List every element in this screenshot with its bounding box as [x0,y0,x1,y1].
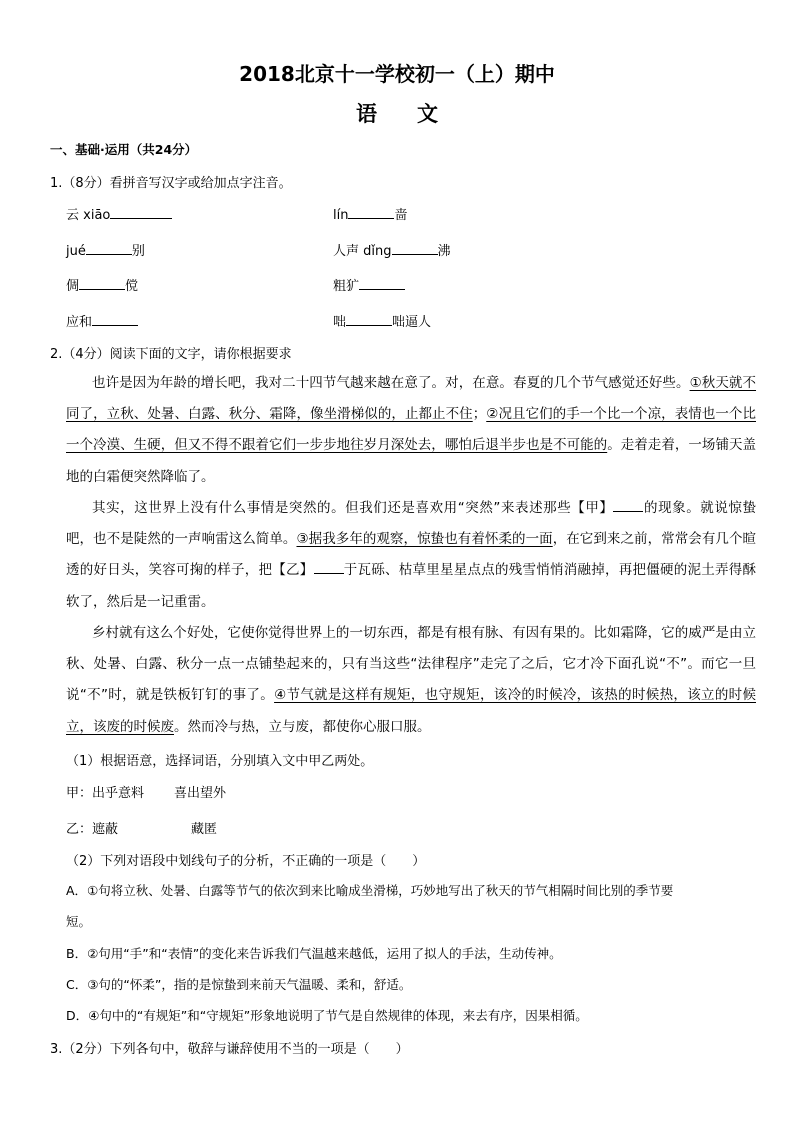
sub-question-2-stem: （2）下列对语段中划线句子的分析，不正确的一项是（ ） [66,854,426,869]
q1-item-2: lín 啬 [333,208,408,223]
question-3-stem: 3.（2分）下列各句中，敬辞与谦辞使用不当的一项是（ ） [50,1042,409,1057]
question-2-stem: 2.（4分）阅读下面的文字，请你根据要求 [50,347,292,362]
reading-paragraph-1: 也许是因为年龄的增长吧，我对二十四节气越来越在意了。对，在意。春夏的几个节气感觉还好些。①秋天就不同了，立秋、处暑、白露、秋分、霜降，像坐滑梯似的，止都止不住；②况且它们的手一个比一个凉，表情也一个比一个冷漠、生硬，但又不得不跟着它们一步步地往岁月深处去，哪怕后退半步也是不可能的。走着走着，一场铺天盖地的白霜便突然降临了。 [66,375,757,485]
choice-a[interactable]: A．①句将立秋、处暑、白露等节气的依次到来比喻成坐滑梯，巧妙地写出了秋天的节气相隔时间比别的季节要 [66,883,674,898]
answer-blank[interactable] [92,313,138,326]
q1-item-7: 应和 [66,311,138,330]
q1-item-1: 云 xiāo [66,204,172,223]
answer-blank[interactable] [79,277,125,290]
underlined-sentence-2: ②况且它们的手一个比一个凉，表情也一个比一个冷漠、生硬，但又不得不跟着它们一步步地往岁月深处去，哪怕后退半步也是不可能的 [66,406,756,454]
option-yi: 乙：遮蔽 藏匿 [66,822,218,837]
reading-paragraph-3: 乡村就有这么个好处，它使你觉得世界上的一切东西，都是有根有脉、有因有果的。比如霜降，它的威严是由立秋、处暑、白露、秋分一点一点铺垫起来的，只有当这些“法律程序”走完了之后，它才冷下面孔说“不”。而它一旦说“不”时，就是铁板钉钉的事了。④节气就是这样有规矩，也守规矩，该冷的时候冷，该热的时候热，该立的时候立，该废的时候废。然而冷与热，立与废，都使你心服口服。 [66,625,756,735]
q1-item-8: 咄 咄逼人 [333,315,432,330]
section-heading: 一、基础·运用（共24分） [50,142,198,157]
answer-blank[interactable] [110,206,172,219]
answer-blank[interactable] [348,206,394,219]
q1-item-6: 粗犷 [333,275,405,294]
sub-question-1-stem: （1）根据语意，选择词语，分别填入文中甲乙两处。 [66,754,374,769]
answer-blank[interactable] [392,242,438,255]
question-1-stem: 1.（8分）看拼音写汉字或给加点字注音。 [50,176,292,191]
exam-title: 2018北京十一学校初一（上）期中 [239,62,555,86]
option-jia: 甲：出乎意料 喜出望外 [66,786,227,801]
q1-item-3: jué 别 [66,244,145,259]
choice-b[interactable]: B．②句用“手”和“表情”的变化来告诉我们气温越来越低，运用了拟人的手法，生动传神。 [66,946,562,961]
answer-blank[interactable] [346,313,392,326]
q1-item-4: 人声 dǐng 沸 [333,244,451,259]
underlined-sentence-1: ①秋天就不同了，立秋、处暑、白露、秋分、霜降，像坐滑梯似的，止都止不住 [66,375,757,423]
answer-blank[interactable] [86,242,132,255]
underlined-sentence-4: ④节气就是这样有规矩，也守规矩，该冷的时候冷，该热的时候热，该立的时候立，该废的时候废 [66,687,756,735]
choice-d[interactable]: D．④句中的“有规矩”和“守规矩”形象地说明了节气是自然规律的体现，来去有序，因果相循。 [66,1008,588,1023]
blank-yi[interactable] [314,561,344,574]
choice-c[interactable]: C．③句的“怀柔”，指的是惊蛰到来前天气温暖、柔和，舒适。 [66,977,412,992]
q1-item-5: 倜 傥 [66,279,139,294]
exam-subject: 语文 [356,102,478,126]
underlined-sentence-3: ③据我多年的观察，惊蛰也有着怀柔的一面 [296,531,553,548]
reading-paragraph-2: 其实，这世界上没有什么事情是突然的。但我们还是喜欢用“突然”来表述那些【甲】 的现象。就说惊蛰吧，也不是陡然的一声响雷这么简单。③据我多年的观察，惊蛰也有着怀柔的一面，在它到来之前，常常会有几个暄透的好日头，笑容可掬的样子，把【乙】 于瓦砾、枯草里星星点点的残雪悄悄消融掉，再把僵硬的泥土弄得酥软了，然后是一记重雷。 [66,500,756,610]
answer-blank[interactable] [359,277,405,290]
choice-a-continued: 短。 [66,914,92,929]
blank-jia[interactable] [613,499,643,512]
